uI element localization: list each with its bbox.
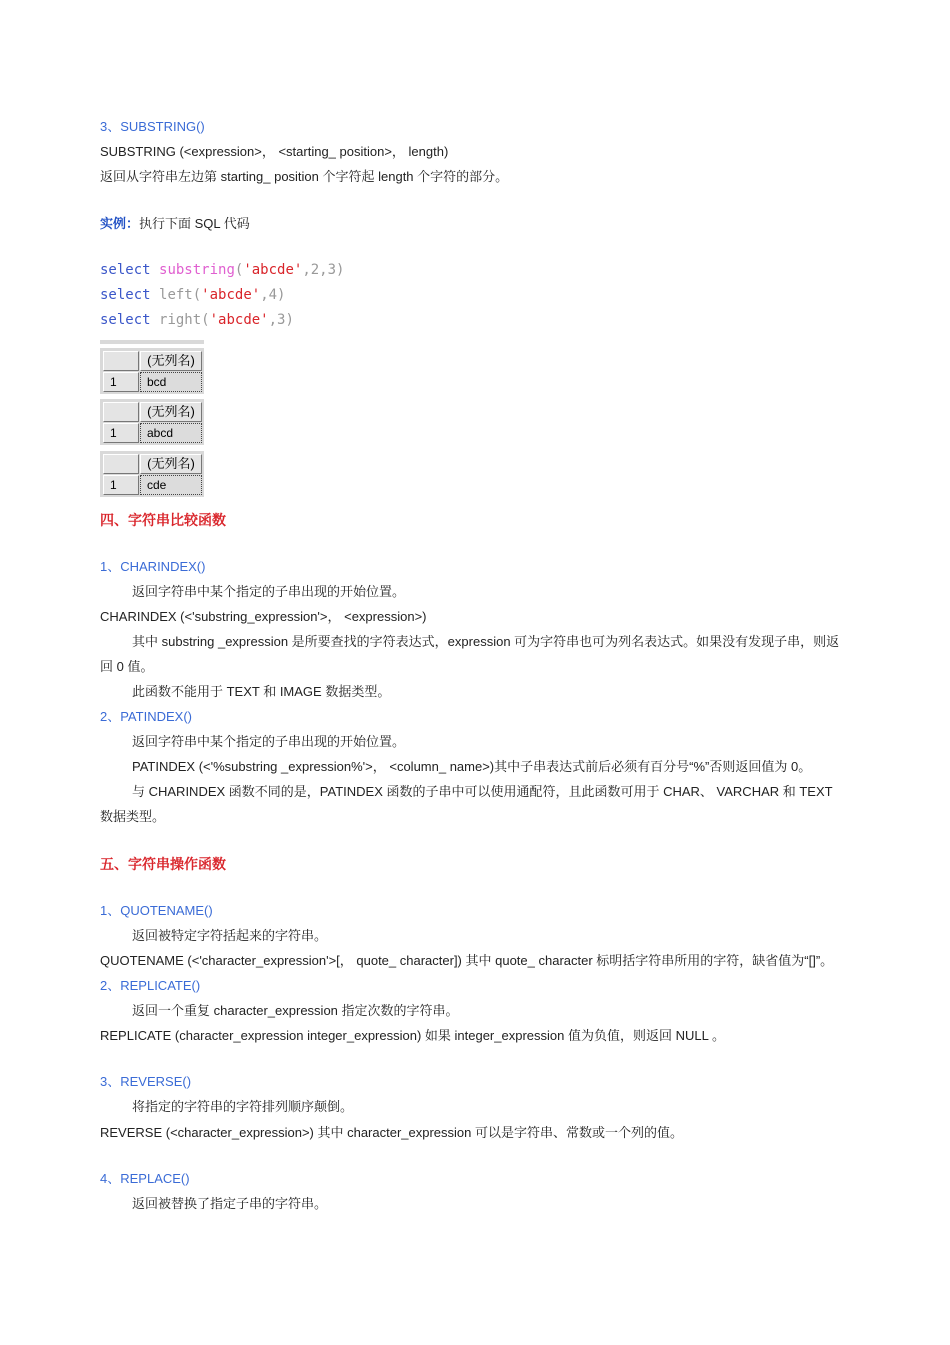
- patindex-description: 返回字符串中某个指定的子串出现的开始位置。: [132, 734, 406, 749]
- replace-description: 返回被替换了指定子串的字符串。: [132, 1196, 328, 1211]
- code-keyword: select: [100, 312, 151, 328]
- substring-heading: 3、SUBSTRING(): [100, 119, 205, 134]
- substring-description: 返回从字符串左边第 starting_ position 个字符起 length 个字符的部分。: [100, 169, 509, 184]
- grid-column-header: (无列名): [140, 351, 202, 371]
- code-string: 'abcde': [243, 262, 303, 278]
- code-function: substring: [159, 262, 235, 278]
- patindex-syntax: PATINDEX (<'%substring _expression%'>， <column_ name>)其中子串表达式前后必须有百分号“%”否则返回值为 0。: [132, 759, 812, 774]
- code-paren: (: [192, 287, 202, 303]
- example-text: 执行下面 SQL 代码: [139, 216, 250, 231]
- patindex-heading: 2、PATINDEX(): [100, 709, 192, 724]
- code-args: ,2,3): [302, 262, 345, 278]
- replicate-heading: 2、REPLICATE(): [100, 978, 201, 993]
- quotename-heading: 1、QUOTENAME(): [100, 903, 213, 918]
- grid-cell-value[interactable]: cde: [140, 475, 202, 495]
- code-function: right: [159, 312, 202, 328]
- grid-row-number: 1: [103, 475, 139, 495]
- grid-cell-value[interactable]: abcd: [140, 423, 202, 443]
- code-line-2: [100, 286, 285, 304]
- code-paren: (: [234, 262, 244, 278]
- code-args: ,3): [268, 312, 294, 328]
- code-function: left: [159, 287, 193, 303]
- grid-corner-cell: [103, 454, 139, 474]
- results-grid-edge: [100, 340, 204, 344]
- section-5-title: 五、字符串操作函数: [100, 856, 226, 872]
- grid-column-header: (无列名): [140, 402, 202, 422]
- grid-row-number: 1: [103, 372, 139, 392]
- reverse-syntax: REVERSE (<character_expression>) 其中 character_expression 可以是字符串、常数或一个列的值。: [100, 1125, 683, 1140]
- grid-row-number: 1: [103, 423, 139, 443]
- charindex-note: 其中 substring _expression 是所要查找的字符表达式，expression 可为字符串也可为列名表达式。如果没有发现子串，则返回 0 值。: [100, 634, 840, 674]
- charindex-syntax: CHARINDEX (<'substring_expression'>， <expression>): [100, 609, 427, 624]
- grid-corner-cell: [103, 402, 139, 422]
- grid-column-header: (无列名): [140, 454, 202, 474]
- quotename-description: 返回被特定字符括起来的字符串。: [132, 928, 328, 943]
- code-string: 'abcde': [209, 312, 269, 328]
- grid-cell-value[interactable]: bcd: [140, 372, 202, 392]
- result-grid-1: [100, 348, 204, 394]
- patindex-note: 与 CHARINDEX 函数不同的是，PATINDEX 函数的子串中可以使用通配符，且此函数可用于 CHAR、 VARCHAR 和 TEXT 数据类型。: [100, 784, 833, 824]
- grid-corner-cell: [103, 351, 139, 371]
- code-keyword: select: [100, 262, 151, 278]
- charindex-heading: 1、CHARINDEX(): [100, 559, 206, 574]
- quotename-syntax: QUOTENAME (<'character_expression'>[， quote_ character]) 其中 quote_ character 标明括字符串所用的字符，缺省值为“[]”。: [100, 953, 834, 968]
- code-paren: (: [201, 312, 210, 328]
- charindex-note-2: 此函数不能用于 TEXT 和 IMAGE 数据类型。: [132, 684, 391, 699]
- code-line-3: [100, 311, 294, 329]
- code-keyword: select: [100, 287, 151, 303]
- reverse-description: 将指定的字符串的字符排列顺序颠倒。: [132, 1099, 354, 1114]
- replicate-description: 返回一个重复 character_expression 指定次数的字符串。: [132, 1003, 459, 1018]
- example-label: 实例：: [100, 216, 140, 231]
- replicate-syntax: REPLICATE (character_expression integer_expression) 如果 integer_expression 值为负值，则返回 NULL 。: [100, 1028, 725, 1043]
- code-string: 'abcde': [201, 287, 261, 303]
- section-4-title: 四、字符串比较函数: [100, 512, 226, 528]
- result-grid-2: [100, 399, 204, 445]
- substring-syntax: SUBSTRING (<expression>， <starting_ position>， length): [100, 144, 449, 159]
- charindex-description: 返回字符串中某个指定的子串出现的开始位置。: [132, 584, 406, 599]
- reverse-heading: 3、REVERSE(): [100, 1074, 192, 1089]
- code-args: ,4): [260, 287, 286, 303]
- replace-heading: 4、REPLACE(): [100, 1171, 190, 1186]
- result-grid-3: [100, 451, 204, 497]
- code-line-1: [100, 261, 344, 279]
- example-line: [100, 215, 250, 233]
